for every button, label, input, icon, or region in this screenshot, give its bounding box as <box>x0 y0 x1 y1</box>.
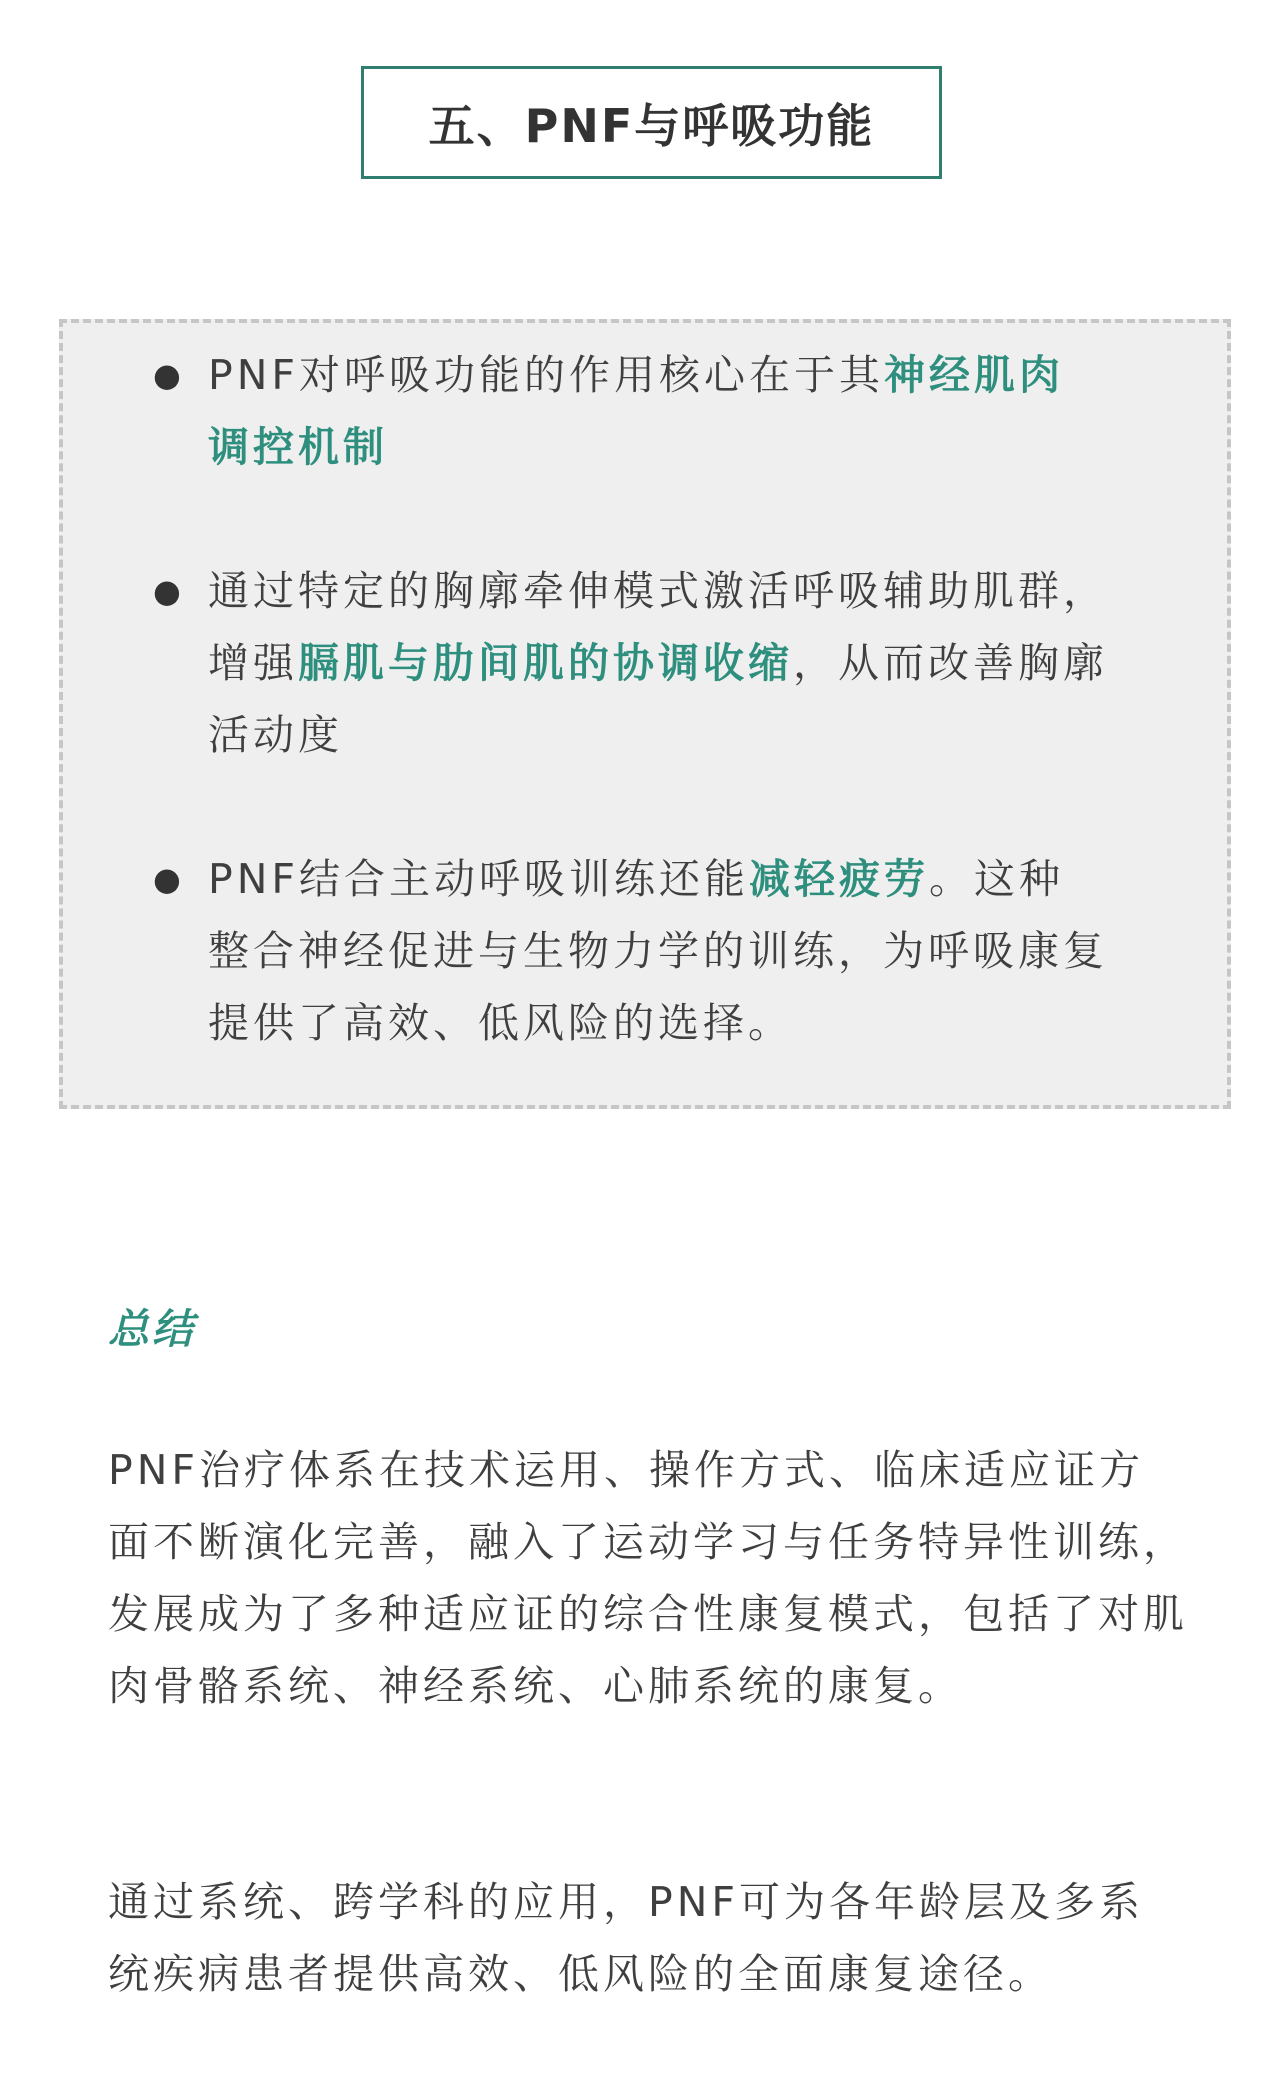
summary-paragraph-1: PNF治疗体系在技术运用、操作方式、临床适应证方面不断演化完善，融入了运动学习与任务特异性训练，发展成为了多种适应证的综合性康复模式，包括了对肌肉骨骼系统、神经系统、心肺系统的康复。 <box>108 1446 1188 1710</box>
key-point-3 <box>208 843 1108 1059</box>
summary-paragraph-2: 通过系统、跨学科的应用，PNF可为各年龄层及多系统疾病患者提供高效、低风险的全面康复途径。 <box>108 1878 1144 1998</box>
bullet-icon: ● <box>153 572 181 610</box>
key-point-3-text: PNF结合主动呼吸训练还能 <box>208 855 749 903</box>
key-point-3-text-end: 。这种整合神经促进与生物力学的训练，为呼吸康复提供了高效、低风险的选择。 <box>208 855 1108 1047</box>
summary-heading: 总结 <box>108 1305 196 1353</box>
key-point-2-text-end: ，从而改善胸廓活动度 <box>208 639 1108 759</box>
bullet-icon: ● <box>153 860 181 898</box>
section-title-box <box>361 66 942 179</box>
section-title: 五、PNF与呼吸功能 <box>428 98 875 153</box>
key-point-3-highlight: 减轻疲劳 <box>748 855 929 903</box>
key-point-2-highlight: 膈肌与肋间肌的协调收缩 <box>298 639 793 687</box>
key-point-2-text: 通过特定的胸廓牵伸模式激活呼吸辅助肌群，增强 <box>208 567 1108 687</box>
key-point-1 <box>208 339 1108 483</box>
key-points-box <box>59 319 1231 1109</box>
key-point-1-text: PNF对呼吸功能的作用核心在于其 <box>208 351 884 399</box>
key-point-2 <box>208 555 1108 771</box>
key-point-1-highlight: 神经肌肉调控机制 <box>208 351 1064 471</box>
bullet-icon: ● <box>153 356 181 394</box>
